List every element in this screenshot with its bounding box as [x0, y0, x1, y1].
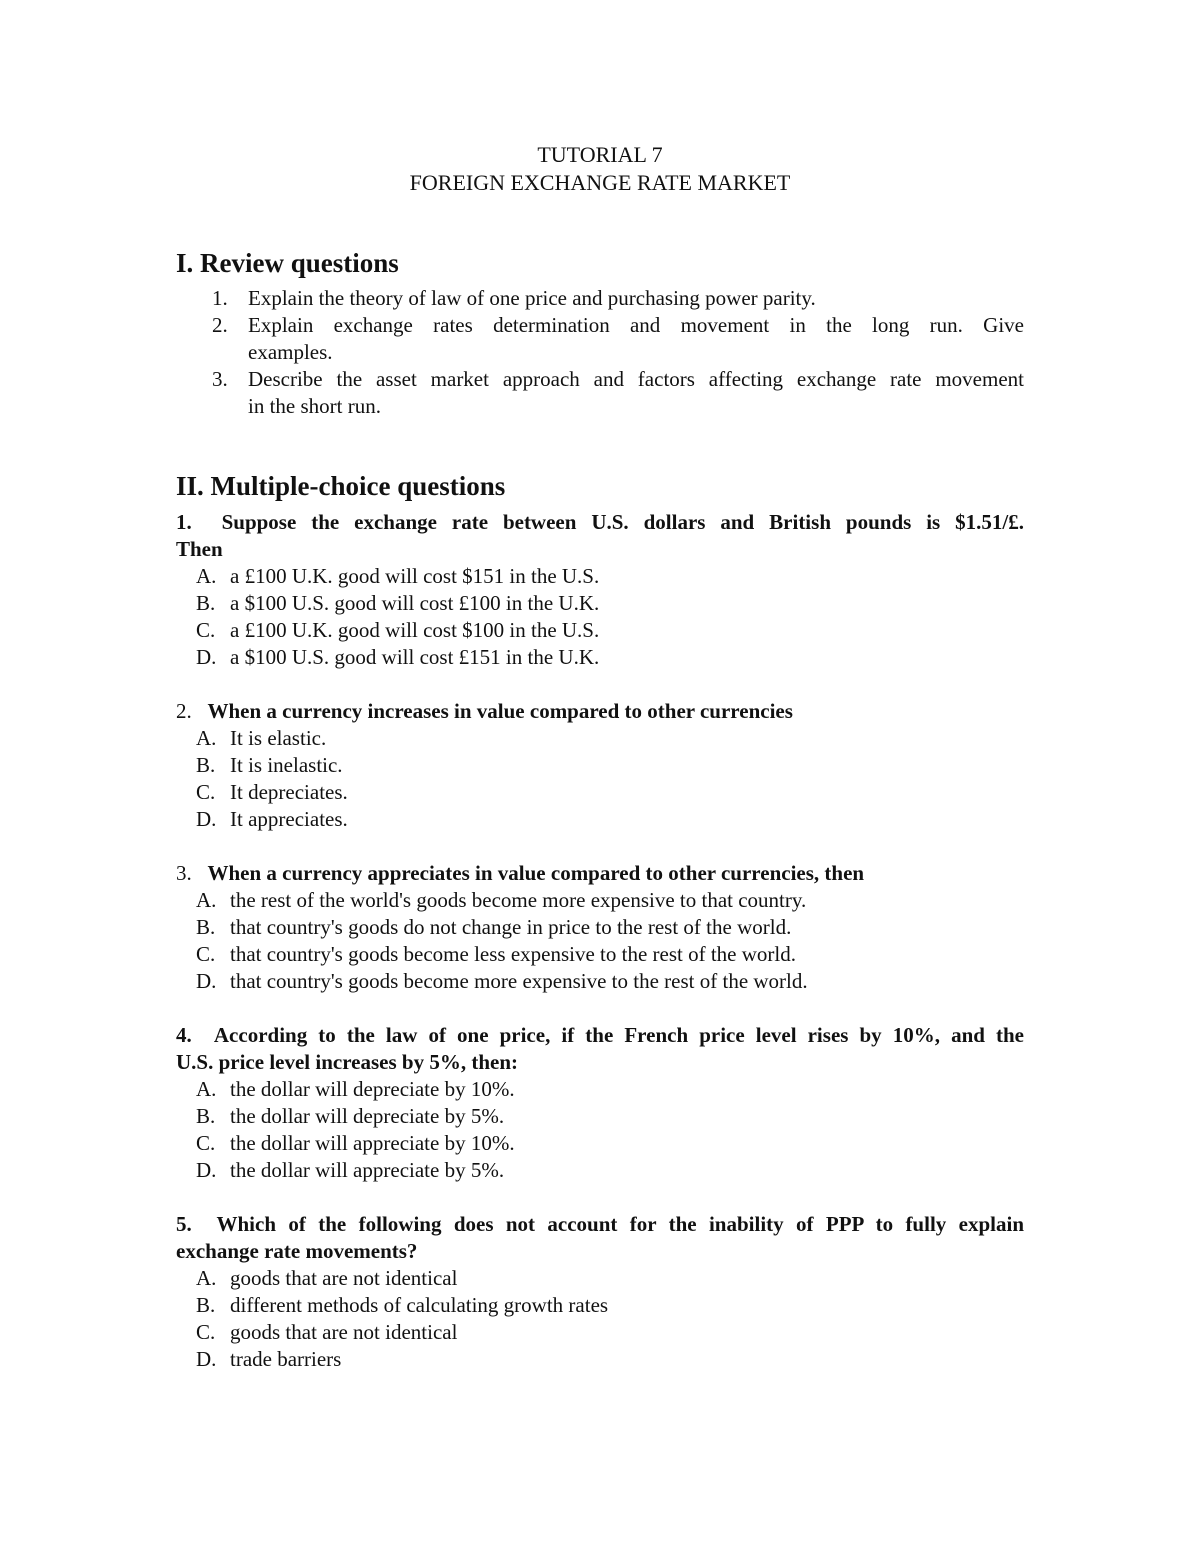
option-letter: D. [196, 1347, 217, 1371]
document-subtitle: FOREIGN EXCHANGE RATE MARKET [409, 170, 791, 195]
answer-option [196, 887, 806, 914]
option-letter: D. [196, 1158, 217, 1182]
question-number: 2. [176, 699, 192, 723]
review-question-number: 3. [212, 367, 228, 391]
question [176, 1022, 1024, 1076]
option-letter: C. [196, 780, 216, 804]
option-text: goods that are not identical [230, 1320, 458, 1344]
option-text: a $100 U.S. good will cost £100 in the U.K. [230, 591, 600, 615]
option-letter: B. [196, 1104, 216, 1128]
answer-option [196, 752, 343, 779]
answer-option [196, 1265, 457, 1292]
review-question-text: Describe the asset market approach and factors affecting exchange rate movement [248, 367, 1024, 391]
review-question [212, 285, 1024, 312]
question-number: 1. [176, 510, 192, 534]
option-text: different methods of calculating growth rates [230, 1293, 609, 1317]
section-heading-review: I. Review questions [176, 248, 399, 278]
option-letter: C. [196, 1320, 216, 1344]
question-text: Suppose the exchange rate between U.S. dollars and British pounds is $1.51/£. [221, 510, 1024, 534]
option-text: that country's goods become less expensive to the rest of the world. [230, 942, 796, 966]
question-text: When a currency appreciates in value compared to other currencies, then [207, 861, 865, 885]
question [176, 509, 1024, 563]
option-letter: B. [196, 915, 216, 939]
question [176, 1211, 1024, 1265]
option-letter: D. [196, 645, 217, 669]
answer-option [196, 1130, 515, 1157]
answer-option [196, 590, 599, 617]
option-text: It depreciates. [230, 780, 348, 804]
option-letter: D. [196, 969, 217, 993]
answer-option [196, 806, 348, 833]
question-text: When a currency increases in value compared to other currencies [207, 699, 793, 723]
review-question [212, 312, 1024, 366]
answer-option [196, 1319, 457, 1346]
option-text: the dollar will depreciate by 5%. [230, 1104, 505, 1128]
question-number: 3. [176, 861, 192, 885]
option-letter: B. [196, 591, 216, 615]
review-question-text-cont: examples. [248, 340, 333, 364]
review-question [212, 366, 1024, 420]
option-letter: A. [196, 1077, 217, 1101]
answer-option [196, 1346, 341, 1373]
option-text: It is elastic. [230, 726, 327, 750]
review-question-text: Explain the theory of law of one price and purchasing power parity. [248, 286, 816, 310]
option-letter: C. [196, 1131, 216, 1155]
option-text: trade barriers [230, 1347, 342, 1371]
option-text: the dollar will appreciate by 10%. [230, 1131, 515, 1155]
answer-option [196, 1076, 515, 1103]
answer-option [196, 941, 796, 968]
option-text: a £100 U.K. good will cost $151 in the U.S. [230, 564, 600, 588]
question-text: Which of the following does not account for the inability of PPP to fully explain [216, 1212, 1025, 1236]
option-letter: A. [196, 888, 217, 912]
option-letter: C. [196, 618, 216, 642]
answer-option [196, 779, 348, 806]
option-letter: D. [196, 807, 217, 831]
question-text-cont: Then [176, 537, 223, 561]
option-text: It is inelastic. [230, 753, 343, 777]
answer-option [196, 617, 599, 644]
option-letter: A. [196, 1266, 217, 1290]
answer-option [196, 644, 599, 671]
option-letter: B. [196, 1293, 216, 1317]
option-letter: B. [196, 753, 216, 777]
answer-option [196, 563, 599, 590]
question [176, 860, 1024, 887]
option-text: It appreciates. [230, 807, 348, 831]
option-text: the rest of the world's goods become more expensive to that country. [230, 888, 807, 912]
answer-option [196, 1157, 504, 1184]
review-question-number: 1. [212, 286, 228, 310]
section-heading-multiple-choice: II. Multiple-choice questions [176, 471, 506, 501]
answer-option [196, 968, 808, 995]
document-title: TUTORIAL 7 [537, 142, 663, 167]
review-question-text: Explain exchange rates determination and movement in the long run. Give [248, 313, 1024, 337]
answer-option [196, 1292, 608, 1319]
review-question-number: 2. [212, 313, 228, 337]
question-text-cont: exchange rate movements? [176, 1239, 418, 1263]
option-text: the dollar will depreciate by 10%. [230, 1077, 515, 1101]
question [176, 698, 1024, 725]
option-text: goods that are not identical [230, 1266, 458, 1290]
answer-option [196, 914, 791, 941]
answer-option [196, 725, 326, 752]
question-text-cont: U.S. price level increases by 5%, then: [176, 1050, 518, 1074]
question-number: 4. [176, 1023, 192, 1047]
option-text: a $100 U.S. good will cost £151 in the U.K. [230, 645, 600, 669]
review-question-text-cont: in the short run. [248, 394, 381, 418]
option-letter: C. [196, 942, 216, 966]
option-text: that country's goods do not change in price to the rest of the world. [230, 915, 792, 939]
option-text: a £100 U.K. good will cost $100 in the U.S. [230, 618, 600, 642]
option-text: that country's goods become more expensive to the rest of the world. [230, 969, 808, 993]
question-text: According to the law of one price, if the French price level rises by 10%, and the [213, 1023, 1024, 1047]
option-text: the dollar will appreciate by 5%. [230, 1158, 505, 1182]
question-number: 5. [176, 1212, 192, 1236]
option-letter: A. [196, 726, 217, 750]
answer-option [196, 1103, 504, 1130]
option-letter: A. [196, 564, 217, 588]
